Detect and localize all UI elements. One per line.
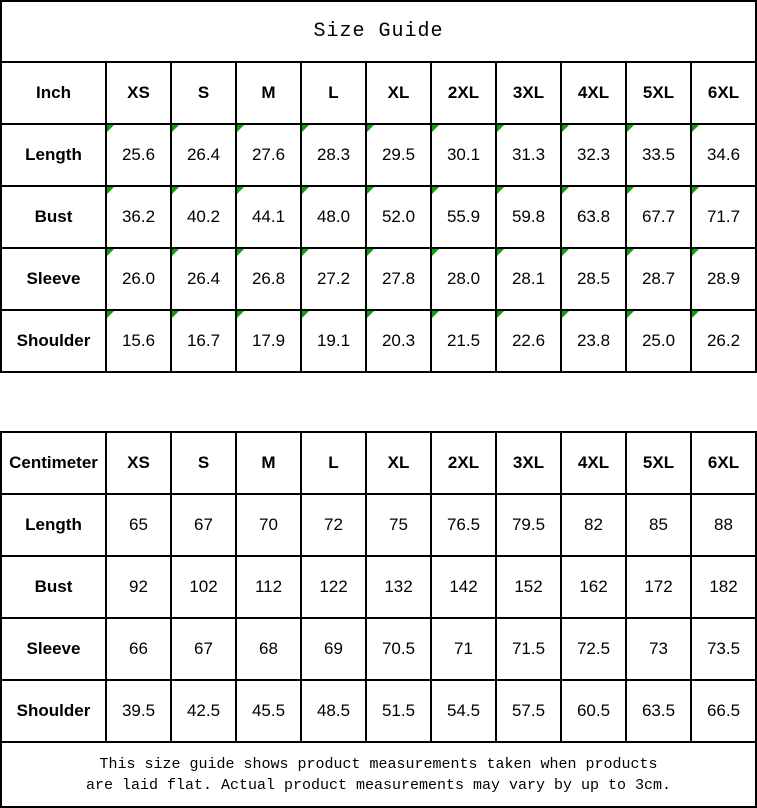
measurement-value: 71 — [454, 639, 473, 658]
title-box — [0, 0, 757, 63]
measurement-value-cell — [106, 680, 171, 742]
measurement-value: 45.5 — [251, 701, 286, 720]
measurement-value-cell — [106, 556, 171, 618]
measurement-value: 26.8 — [251, 269, 286, 288]
footer-note-line: This size guide shows product measurements taken when products — [99, 755, 658, 773]
size-column-header: 5XL — [626, 62, 691, 124]
cell-corner-marker-icon — [367, 249, 374, 256]
cell-corner-marker-icon — [432, 125, 439, 132]
cell-corner-marker-icon — [172, 249, 179, 256]
measurement-value: 75 — [389, 515, 408, 534]
cell-corner-marker-icon — [367, 311, 374, 318]
size-column-header: 2XL — [431, 432, 496, 494]
measurement-value: 65 — [129, 515, 148, 534]
measurement-value-cell — [561, 618, 626, 680]
measurement-value: 172 — [644, 577, 673, 596]
size-column-header: L — [301, 62, 366, 124]
measurement-row — [1, 618, 756, 680]
size-column-header: M — [236, 432, 301, 494]
cell-corner-marker-icon — [627, 311, 634, 318]
measurement-value-cell — [691, 680, 756, 742]
measurement-value-cell — [236, 248, 301, 310]
measurement-value-cell — [236, 124, 301, 186]
row-label-cell: Shoulder — [1, 680, 106, 742]
measurement-value: 28.9 — [706, 269, 741, 288]
measurement-value-cell — [171, 618, 236, 680]
measurement-row — [1, 556, 756, 618]
cell-corner-marker-icon — [692, 187, 699, 194]
measurement-value-cell — [236, 494, 301, 556]
measurement-row — [1, 310, 756, 372]
measurement-value-cell — [366, 310, 431, 372]
cell-corner-marker-icon — [692, 311, 699, 318]
row-label-cell: Sleeve — [1, 618, 106, 680]
cell-corner-marker-icon — [237, 311, 244, 318]
cell-corner-marker-icon — [107, 311, 114, 318]
measurement-value-cell — [171, 680, 236, 742]
measurement-value: 71.5 — [511, 639, 546, 658]
measurement-value-cell — [301, 124, 366, 186]
measurement-value: 59.8 — [511, 207, 546, 226]
measurement-value: 60.5 — [576, 701, 611, 720]
measurement-value: 70 — [259, 515, 278, 534]
size-column-header: 6XL — [691, 432, 756, 494]
measurement-row — [1, 186, 756, 248]
measurement-value-cell — [106, 618, 171, 680]
measurement-value-cell — [431, 618, 496, 680]
measurement-value: 71.7 — [706, 207, 741, 226]
measurement-value-cell — [171, 124, 236, 186]
measurement-value-cell — [171, 186, 236, 248]
row-label-cell: Bust — [1, 556, 106, 618]
measurement-value: 28.0 — [446, 269, 481, 288]
measurement-value-cell — [236, 186, 301, 248]
measurement-value: 27.8 — [381, 269, 416, 288]
measurement-value: 54.5 — [446, 701, 481, 720]
measurement-value: 88 — [714, 515, 733, 534]
measurement-value: 76.5 — [446, 515, 481, 534]
cell-corner-marker-icon — [172, 187, 179, 194]
cell-corner-marker-icon — [367, 187, 374, 194]
measurement-value-cell — [106, 248, 171, 310]
size-column-header: XS — [106, 62, 171, 124]
cell-corner-marker-icon — [302, 125, 309, 132]
cell-corner-marker-icon — [107, 125, 114, 132]
measurement-value: 48.0 — [316, 207, 351, 226]
unit-header-cell: Inch — [1, 62, 106, 124]
measurement-value: 51.5 — [381, 701, 416, 720]
measurement-value-cell — [366, 186, 431, 248]
cell-corner-marker-icon — [172, 125, 179, 132]
size-column-header: 3XL — [496, 432, 561, 494]
measurement-value: 63.8 — [576, 207, 611, 226]
footer-note — [0, 741, 757, 808]
measurement-value-cell — [171, 494, 236, 556]
measurement-value: 79.5 — [511, 515, 546, 534]
cell-corner-marker-icon — [692, 249, 699, 256]
measurement-value: 72.5 — [576, 639, 611, 658]
measurement-value: 32.3 — [576, 145, 611, 164]
measurement-value: 182 — [709, 577, 738, 596]
cell-corner-marker-icon — [367, 125, 374, 132]
measurement-value: 66.5 — [706, 701, 741, 720]
cell-corner-marker-icon — [302, 249, 309, 256]
table-gap — [0, 373, 757, 433]
cell-corner-marker-icon — [627, 187, 634, 194]
measurement-value-cell — [431, 556, 496, 618]
measurement-value: 26.4 — [186, 145, 221, 164]
cell-corner-marker-icon — [562, 187, 569, 194]
measurement-value: 70.5 — [381, 639, 416, 658]
measurement-value-cell — [561, 310, 626, 372]
measurement-value-cell — [691, 310, 756, 372]
measurement-value: 19.1 — [316, 331, 351, 350]
measurement-value-cell — [366, 248, 431, 310]
size-column-header: S — [171, 432, 236, 494]
measurement-value-cell — [496, 618, 561, 680]
measurement-value: 162 — [579, 577, 608, 596]
measurement-value: 122 — [319, 577, 348, 596]
measurement-value-cell — [691, 186, 756, 248]
cell-corner-marker-icon — [497, 311, 504, 318]
cell-corner-marker-icon — [302, 187, 309, 194]
measurement-value-cell — [301, 618, 366, 680]
cell-corner-marker-icon — [627, 125, 634, 132]
measurement-value-cell — [561, 124, 626, 186]
unit-header-cell: Centimeter — [1, 432, 106, 494]
cell-corner-marker-icon — [497, 125, 504, 132]
inch-size-table — [0, 61, 757, 373]
measurement-row — [1, 248, 756, 310]
cell-corner-marker-icon — [432, 187, 439, 194]
size-column-header: S — [171, 62, 236, 124]
measurement-value-cell — [301, 186, 366, 248]
measurement-value-cell — [366, 124, 431, 186]
cell-corner-marker-icon — [107, 187, 114, 194]
measurement-value-cell — [236, 310, 301, 372]
measurement-value-cell — [366, 618, 431, 680]
measurement-value: 17.9 — [251, 331, 286, 350]
measurement-value-cell — [431, 494, 496, 556]
measurement-value: 92 — [129, 577, 148, 596]
measurement-value-cell — [236, 618, 301, 680]
measurement-value-cell — [691, 618, 756, 680]
measurement-value-cell — [301, 556, 366, 618]
measurement-value-cell — [106, 310, 171, 372]
measurement-value-cell — [431, 186, 496, 248]
measurement-value-cell — [496, 248, 561, 310]
measurement-value-cell — [106, 186, 171, 248]
measurement-value: 67.7 — [641, 207, 676, 226]
measurement-value-cell — [431, 310, 496, 372]
size-column-header: 3XL — [496, 62, 561, 124]
row-label-cell: Sleeve — [1, 248, 106, 310]
measurement-value: 52.0 — [381, 207, 416, 226]
measurement-value-cell — [626, 310, 691, 372]
measurement-value-cell — [236, 680, 301, 742]
measurement-value: 39.5 — [121, 701, 156, 720]
size-column-header: 2XL — [431, 62, 496, 124]
measurement-value-cell — [301, 310, 366, 372]
measurement-value-cell — [691, 556, 756, 618]
measurement-value: 33.5 — [641, 145, 676, 164]
size-column-header: M — [236, 62, 301, 124]
measurement-value-cell — [431, 248, 496, 310]
measurement-row — [1, 124, 756, 186]
measurement-value: 23.8 — [576, 331, 611, 350]
measurement-value-cell — [366, 556, 431, 618]
measurement-value: 28.3 — [316, 145, 351, 164]
measurement-value: 25.0 — [641, 331, 676, 350]
measurement-value: 82 — [584, 515, 603, 534]
measurement-value: 20.3 — [381, 331, 416, 350]
measurement-value-cell — [236, 556, 301, 618]
measurement-value: 68 — [259, 639, 278, 658]
size-column-header: L — [301, 432, 366, 494]
measurement-value: 30.1 — [446, 145, 481, 164]
measurement-value: 28.1 — [511, 269, 546, 288]
measurement-value: 67 — [194, 639, 213, 658]
row-label-cell: Bust — [1, 186, 106, 248]
measurement-value: 28.5 — [576, 269, 611, 288]
measurement-value: 15.6 — [121, 331, 156, 350]
measurement-value: 63.5 — [641, 701, 676, 720]
measurement-value: 69 — [324, 639, 343, 658]
measurement-value: 16.7 — [186, 331, 221, 350]
size-column-header: 5XL — [626, 432, 691, 494]
cell-corner-marker-icon — [692, 125, 699, 132]
measurement-value: 44.1 — [251, 207, 286, 226]
measurement-value-cell — [626, 618, 691, 680]
measurement-value: 42.5 — [186, 701, 221, 720]
size-column-header: XS — [106, 432, 171, 494]
cell-corner-marker-icon — [237, 187, 244, 194]
cell-corner-marker-icon — [237, 249, 244, 256]
measurement-value-cell — [301, 680, 366, 742]
cell-corner-marker-icon — [432, 249, 439, 256]
measurement-value-cell — [431, 124, 496, 186]
measurement-value-cell — [561, 186, 626, 248]
measurement-value-cell — [626, 556, 691, 618]
measurement-value: 73.5 — [706, 639, 741, 658]
measurement-value: 132 — [384, 577, 413, 596]
size-column-header: 4XL — [561, 62, 626, 124]
measurement-row — [1, 494, 756, 556]
measurement-value: 152 — [514, 577, 543, 596]
cell-corner-marker-icon — [237, 125, 244, 132]
row-label-cell: Shoulder — [1, 310, 106, 372]
measurement-value-cell — [626, 680, 691, 742]
measurement-value-cell — [301, 494, 366, 556]
measurement-value: 66 — [129, 639, 148, 658]
measurement-value-cell — [496, 124, 561, 186]
cell-corner-marker-icon — [302, 311, 309, 318]
measurement-value: 112 — [254, 577, 283, 596]
measurement-value: 27.2 — [316, 269, 351, 288]
measurement-value: 26.4 — [186, 269, 221, 288]
measurement-value-cell — [691, 124, 756, 186]
measurement-value-cell — [626, 494, 691, 556]
measurement-value-cell — [106, 494, 171, 556]
measurement-value-cell — [366, 680, 431, 742]
measurement-value: 34.6 — [706, 145, 741, 164]
cell-corner-marker-icon — [107, 249, 114, 256]
measurement-value: 27.6 — [251, 145, 286, 164]
cell-corner-marker-icon — [432, 311, 439, 318]
measurement-value-cell — [496, 494, 561, 556]
measurement-value: 102 — [189, 577, 218, 596]
cell-corner-marker-icon — [172, 311, 179, 318]
cell-corner-marker-icon — [562, 249, 569, 256]
cell-corner-marker-icon — [562, 311, 569, 318]
measurement-value-cell — [301, 248, 366, 310]
measurement-row — [1, 680, 756, 742]
cell-corner-marker-icon — [627, 249, 634, 256]
row-label-cell: Length — [1, 124, 106, 186]
measurement-value: 36.2 — [121, 207, 156, 226]
measurement-value: 72 — [324, 515, 343, 534]
size-header-row — [1, 432, 756, 494]
measurement-value-cell — [691, 248, 756, 310]
cell-corner-marker-icon — [562, 125, 569, 132]
measurement-value-cell — [496, 556, 561, 618]
measurement-value-cell — [626, 186, 691, 248]
measurement-value: 40.2 — [186, 207, 221, 226]
measurement-value: 29.5 — [381, 145, 416, 164]
measurement-value-cell — [366, 494, 431, 556]
measurement-value-cell — [171, 248, 236, 310]
measurement-value-cell — [626, 124, 691, 186]
measurement-value-cell — [561, 494, 626, 556]
measurement-value-cell — [626, 248, 691, 310]
measurement-value-cell — [431, 680, 496, 742]
measurement-value-cell — [496, 310, 561, 372]
measurement-value: 67 — [194, 515, 213, 534]
measurement-value: 26.0 — [121, 269, 156, 288]
row-label-cell: Length — [1, 494, 106, 556]
cell-corner-marker-icon — [497, 187, 504, 194]
footer-note-line: are laid flat. Actual product measurements may vary by up to 3cm. — [85, 776, 672, 794]
measurement-value-cell — [691, 494, 756, 556]
measurement-value: 22.6 — [511, 331, 546, 350]
measurement-value-cell — [171, 556, 236, 618]
size-column-header: XL — [366, 432, 431, 494]
measurement-value: 142 — [449, 577, 478, 596]
measurement-value-cell — [171, 310, 236, 372]
size-header-row — [1, 62, 756, 124]
measurement-value: 28.7 — [641, 269, 676, 288]
cell-corner-marker-icon — [497, 249, 504, 256]
measurement-value: 26.2 — [706, 331, 741, 350]
measurement-value-cell — [496, 680, 561, 742]
measurement-value-cell — [561, 680, 626, 742]
measurement-value-cell — [106, 124, 171, 186]
measurement-value: 48.5 — [316, 701, 351, 720]
centimeter-size-table — [0, 431, 757, 743]
measurement-value-cell — [496, 186, 561, 248]
measurement-value: 73 — [649, 639, 668, 658]
measurement-value-cell — [561, 556, 626, 618]
measurement-value: 85 — [649, 515, 668, 534]
size-column-header: 4XL — [561, 432, 626, 494]
size-column-header: XL — [366, 62, 431, 124]
measurement-value: 25.6 — [121, 145, 156, 164]
measurement-value-cell — [561, 248, 626, 310]
measurement-value: 57.5 — [511, 701, 546, 720]
measurement-value: 21.5 — [446, 331, 481, 350]
measurement-value: 55.9 — [446, 207, 481, 226]
size-column-header: 6XL — [691, 62, 756, 124]
measurement-value: 31.3 — [511, 145, 546, 164]
page-title: Size Guide — [313, 20, 444, 43]
